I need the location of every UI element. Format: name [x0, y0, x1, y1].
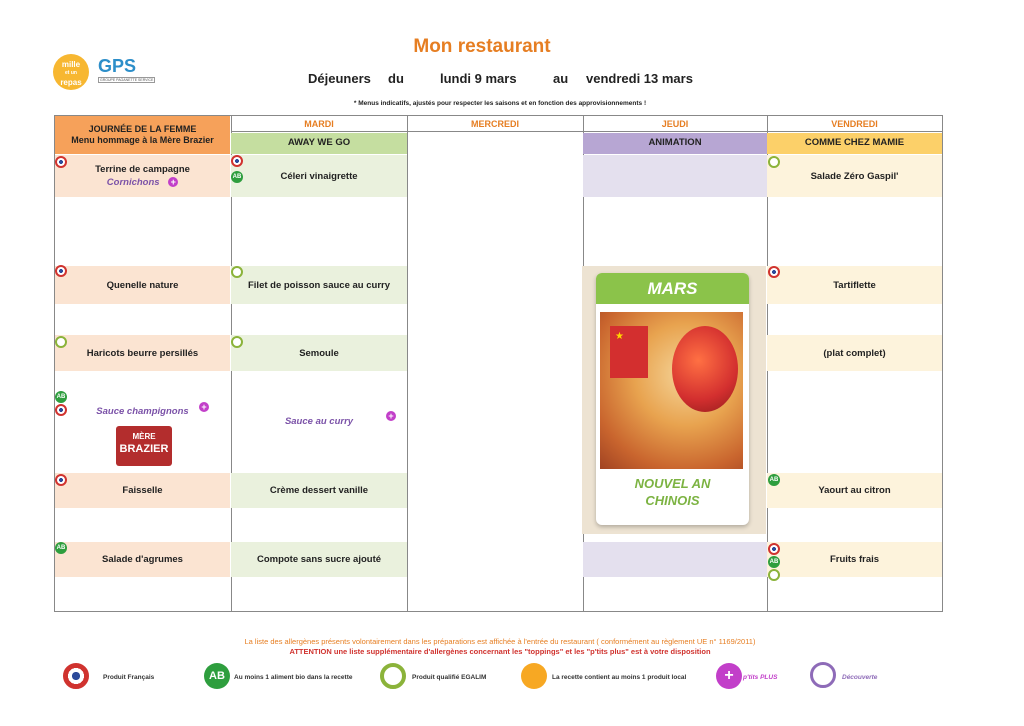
lundi-main: Quenelle nature: [55, 266, 230, 304]
mardi-starter: Céleri vinaigrette: [231, 155, 407, 197]
organic-ab-icon: AB: [768, 556, 780, 568]
decouverte-icon: [810, 662, 836, 688]
ptits-plus-icon: +: [199, 402, 209, 412]
vendredi-starter: Salade Zéro Gaspil': [767, 155, 942, 197]
french-flag-icon: [63, 663, 89, 689]
organic-ab-icon: AB: [231, 171, 243, 183]
ptits-plus-icon: +: [386, 411, 396, 421]
gps-logo: GPS GROUPE PAGANETTE SERVICE: [98, 56, 154, 82]
day-header-vendredi: VENDREDI: [767, 116, 942, 132]
jeudi-theme: ANIMATION: [583, 133, 767, 154]
egalim-icon: [380, 663, 406, 689]
starter-side: Cornichons: [106, 177, 160, 188]
poster-title: MARS: [596, 273, 749, 304]
egalim-icon: [768, 569, 780, 581]
legend-label: Produit Français: [103, 674, 155, 681]
organic-ab-icon: AB: [204, 663, 230, 689]
allergen-warning: ATTENTION une liste supplémentaire d'allergènes concernant les "toppings" et les "p'tits plus" est à votre disposition: [289, 647, 711, 656]
day-header-jeudi: JEUDI: [583, 116, 767, 132]
egalim-icon: [768, 156, 780, 168]
start-date: lundi 9 mars: [440, 71, 517, 86]
legend-label: Découverte: [842, 674, 878, 681]
vendredi-side: (plat complet): [767, 335, 942, 371]
french-flag-icon: [768, 543, 780, 555]
vendredi-dairy: Yaourt au citron: [767, 473, 942, 508]
french-flag-icon: [768, 266, 780, 278]
mardi-theme: AWAY WE GO: [231, 133, 407, 154]
vendredi-main: Tartiflette: [767, 266, 942, 304]
organic-ab-icon: AB: [55, 391, 67, 403]
legend-label: Au moins 1 aliment bio dans la recette: [234, 674, 353, 681]
ptits-plus-icon: +: [168, 177, 178, 187]
organic-ab-icon: AB: [55, 542, 67, 554]
dejeuners-label: Déjeuners: [308, 71, 371, 86]
vendredi-theme: COMME CHEZ MAMIE: [767, 133, 942, 154]
lundi-dessert: Salade d'agrumes: [55, 542, 230, 577]
poster-caption: NOUVEL AN CHINOIS: [634, 476, 711, 508]
french-flag-icon: [55, 474, 67, 486]
lundi-dairy: Faisselle: [55, 473, 230, 508]
au-label: au: [553, 71, 569, 86]
mardi-side: Semoule: [231, 335, 407, 371]
legend-label: p'tits PLUS: [743, 674, 778, 681]
day-header-mardi: MARDI: [231, 116, 407, 132]
disclaimer: * Menus indicatifs, ajustés pour respecter les saisons et en fonction des approvisionnements !: [353, 100, 647, 107]
legend-label: La recette contient au moins 1 produit local: [552, 674, 687, 681]
end-date: vendredi 13 mars: [586, 71, 693, 86]
legend-label: Produit qualifié EGALIM: [412, 674, 487, 681]
egalim-icon: [231, 266, 243, 278]
mardi-sauce: Sauce au curry: [284, 415, 354, 427]
local-pin-icon: [521, 663, 547, 689]
egalim-icon: [231, 336, 243, 348]
mardi-dairy: Crème dessert vanille: [231, 473, 407, 508]
organic-ab-icon: AB: [768, 474, 780, 486]
vendredi-dessert: Fruits frais: [767, 542, 942, 577]
chinese-lantern-image: [600, 312, 743, 469]
allergen-notice: La liste des allergènes présents volontairement dans les préparations est affichée à l'entrée du restaurant ( conformément au règlement UE n° 1169/2011): [244, 637, 756, 646]
mardi-dessert: Compote sans sucre ajouté: [231, 542, 407, 577]
day-header-mercredi: MERCREDI: [407, 116, 583, 132]
lundi-theme-header: JOURNÉE DE LA FEMME Menu hommage à la Mère Brazier: [55, 116, 230, 154]
mardi-main: Filet de poisson sauce au curry: [231, 266, 407, 304]
chinese-flag-icon: ★: [610, 326, 648, 378]
jeudi-starter-cell: [583, 155, 767, 197]
grid-divider: [407, 116, 408, 611]
french-flag-icon: [55, 265, 67, 277]
mere-brazier-logo: MÈRE BRAZIER: [116, 426, 172, 466]
french-flag-icon: [55, 404, 67, 416]
lundi-side: Haricots beurre persillés: [55, 335, 230, 371]
lundi-sauce: Sauce champignons: [96, 405, 189, 417]
ptits-plus-icon: +: [716, 663, 742, 689]
page-title: Mon restaurant: [413, 36, 551, 57]
lantern-icon: [672, 326, 738, 412]
french-flag-icon: [231, 155, 243, 167]
lundi-starter: Terrine de campagne Cornichons +: [55, 155, 230, 197]
mille-et-un-repas-logo: mille et un repas: [53, 54, 89, 90]
egalim-icon: [55, 336, 67, 348]
french-flag-icon: [55, 156, 67, 168]
jeudi-dessert-cell: [583, 542, 767, 577]
du-label: du: [388, 71, 404, 86]
